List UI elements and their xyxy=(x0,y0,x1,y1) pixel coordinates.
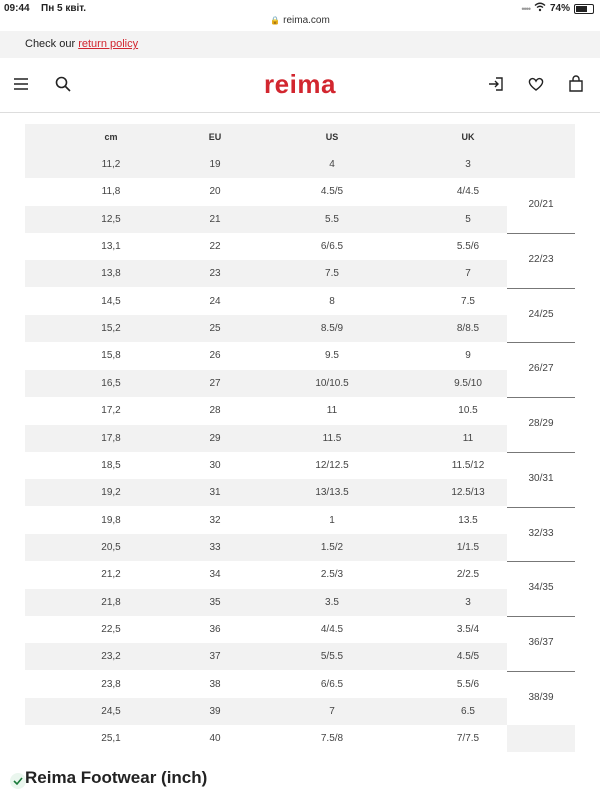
table-cell: 24 xyxy=(209,295,221,307)
table-cell: 7 xyxy=(329,706,335,717)
table-cell: 2/2.5 xyxy=(456,569,480,581)
table-cell: 9.5 xyxy=(325,350,339,362)
table-cell: 3 xyxy=(465,596,471,608)
battery-percent: 74% xyxy=(549,3,570,14)
heart-icon[interactable] xyxy=(524,72,548,96)
table-row xyxy=(25,534,507,561)
table-cell: 7.5 xyxy=(325,268,339,280)
table-cell: 16,5 xyxy=(101,377,121,389)
table-cell: 19 xyxy=(209,159,221,170)
table-cell: 19,2 xyxy=(101,487,121,499)
table-cell: 17,8 xyxy=(101,432,121,444)
reima-size-cell: 30/31 xyxy=(507,452,575,508)
reima-size-cell: 20/21 xyxy=(507,178,575,234)
table-cell: 3.5 xyxy=(325,596,339,608)
banner-prefix: Check our xyxy=(25,38,79,50)
table-cell: 11 xyxy=(326,405,338,417)
table-cell: 17,2 xyxy=(101,405,121,417)
table-row xyxy=(25,725,507,752)
table-cell: 10/10.5 xyxy=(315,377,349,389)
table-cell: 10.5 xyxy=(458,405,478,417)
table-cell: 13/13.5 xyxy=(315,487,349,499)
table-cell: 8.5/9 xyxy=(320,323,344,335)
table-row xyxy=(25,233,507,260)
table-cell: 11,2 xyxy=(101,159,121,170)
table-row xyxy=(25,151,507,178)
brand-logo[interactable]: reima xyxy=(264,69,336,99)
site-header xyxy=(0,58,600,113)
table-cell: 12.5/13 xyxy=(451,487,485,499)
bag-icon[interactable] xyxy=(564,72,588,96)
table-row xyxy=(25,425,507,452)
table-cell: 7.5/8 xyxy=(320,733,344,745)
table-cell: 39 xyxy=(209,706,221,717)
table-cell: 23,2 xyxy=(101,651,121,663)
table-cell: 37 xyxy=(209,651,221,663)
reima-size-cell: 38/39 xyxy=(507,671,575,727)
table-cell: 28 xyxy=(209,405,221,417)
table-row xyxy=(25,342,507,369)
table-cell: 27 xyxy=(209,377,221,389)
table-cell-empty xyxy=(507,725,575,752)
reima-size-cell: 34/35 xyxy=(507,561,575,617)
reima-size-cell: 26/27 xyxy=(507,342,575,398)
signal-icon: •••• xyxy=(521,3,530,14)
table-cell: 15,2 xyxy=(101,323,121,335)
table-cell: 1.5/2 xyxy=(320,541,344,553)
table-cell: 13,8 xyxy=(101,268,121,280)
table-row xyxy=(25,206,507,233)
table-cell: 11.5/12 xyxy=(451,459,485,471)
table-cell: 5.5 xyxy=(325,213,339,225)
table-cell: 7.5 xyxy=(461,295,475,307)
table-cell: 8 xyxy=(329,295,335,307)
address-bar[interactable] xyxy=(0,14,600,30)
table-cell: 34 xyxy=(209,569,221,581)
table-cell: 26 xyxy=(209,350,221,362)
return-policy-link[interactable]: return policy xyxy=(78,38,139,50)
table-row xyxy=(25,698,507,725)
table-cell: 5/5.5 xyxy=(320,651,344,663)
header-uk: UK xyxy=(461,132,475,142)
table-cell: 4/4.5 xyxy=(320,623,344,635)
table-cell: 15,8 xyxy=(101,350,121,362)
table-cell: 12/12.5 xyxy=(315,459,349,471)
table-cell: 13.5 xyxy=(458,514,478,526)
table-cell: 20,5 xyxy=(101,541,121,553)
table-row xyxy=(25,507,507,534)
table-cell: 3.5/4 xyxy=(456,623,480,635)
section-title: Reima Footwear (inch) xyxy=(25,768,208,787)
checkmark-icon xyxy=(10,773,26,789)
table-cell: 6/6.5 xyxy=(320,678,344,690)
table-cell: 29 xyxy=(209,432,221,444)
table-cell: 24,5 xyxy=(101,706,121,717)
promo-banner xyxy=(0,31,600,59)
reima-size-cell: 24/25 xyxy=(507,288,575,344)
reima-size-cell: 28/29 xyxy=(507,397,575,453)
table-cell: 5.5/6 xyxy=(456,678,480,690)
table-row xyxy=(25,589,507,616)
date: Пн 5 квіт. xyxy=(41,3,87,14)
table-cell: 18,5 xyxy=(101,459,121,471)
table-cell: 22 xyxy=(209,241,221,253)
table-cell: 5.5/6 xyxy=(456,241,480,253)
table-cell: 7 xyxy=(465,268,471,280)
table-cell: 40 xyxy=(209,733,221,745)
reima-size-cell: 36/37 xyxy=(507,616,575,672)
table-cell: 12,5 xyxy=(101,213,121,225)
table-cell: 23 xyxy=(209,268,221,280)
table-cell-empty xyxy=(507,151,575,178)
table-cell: 19,8 xyxy=(101,514,121,526)
table-row xyxy=(25,260,507,287)
clock: 09:44 xyxy=(4,3,30,14)
table-cell: 13,1 xyxy=(101,241,121,253)
table-cell: 4 xyxy=(329,159,335,170)
table-cell: 9.5/10 xyxy=(454,377,482,389)
battery-icon xyxy=(574,4,594,14)
table-cell: 25,1 xyxy=(101,733,121,745)
table-cell: 25 xyxy=(209,323,221,335)
table-cell: 38 xyxy=(209,678,221,690)
table-cell: 21,2 xyxy=(101,569,121,581)
table-row xyxy=(25,370,507,397)
login-icon[interactable] xyxy=(484,72,508,96)
table-cell: 11.5 xyxy=(322,432,342,444)
table-cell: 33 xyxy=(209,541,221,553)
table-cell: 2.5/3 xyxy=(320,569,344,581)
table-cell: 23,8 xyxy=(101,678,121,690)
header-eu: EU xyxy=(208,132,222,142)
table-cell: 36 xyxy=(209,623,221,635)
table-row xyxy=(25,479,507,506)
table-row xyxy=(25,178,507,205)
banner-text xyxy=(25,31,138,58)
table-header xyxy=(25,124,575,151)
table-cell: 6/6.5 xyxy=(320,241,344,253)
table-cell: 11,8 xyxy=(101,186,121,198)
table-cell: 4.5/5 xyxy=(320,186,344,198)
table-cell: 30 xyxy=(209,459,221,471)
table-cell: 14,5 xyxy=(101,295,121,307)
table-cell: 31 xyxy=(209,487,221,499)
table-cell: 7/7.5 xyxy=(456,733,480,745)
table-row xyxy=(25,643,507,670)
reima-size-cell: 22/23 xyxy=(507,233,575,289)
table-cell: 22,5 xyxy=(101,623,121,635)
table-row xyxy=(25,452,507,479)
table-row xyxy=(25,397,507,424)
table-cell: 21,8 xyxy=(101,596,121,608)
table-row xyxy=(25,561,507,588)
table-row xyxy=(25,671,507,698)
table-cell: 35 xyxy=(209,596,221,608)
table-cell: 20 xyxy=(209,186,221,198)
table-cell: 9 xyxy=(465,350,471,362)
table-cell: 5 xyxy=(465,213,471,225)
lock-icon: 🔒 xyxy=(270,16,281,25)
table-row xyxy=(25,315,507,342)
table-cell: 6.5 xyxy=(461,706,475,717)
table-cell: 8/8.5 xyxy=(456,323,480,335)
header-us: US xyxy=(325,132,339,142)
table-cell: 32 xyxy=(209,514,221,526)
table-cell: 1 xyxy=(329,514,335,526)
table-cell: 21 xyxy=(209,213,221,225)
table-cell: 4.5/5 xyxy=(456,651,480,663)
table-row xyxy=(25,288,507,315)
header-cm: cm xyxy=(104,132,118,142)
table-cell: 11 xyxy=(462,432,474,444)
table-cell: 4/4.5 xyxy=(456,186,480,198)
reima-size-cell: 32/33 xyxy=(507,507,575,563)
table-cell: 3 xyxy=(465,159,471,170)
table-row xyxy=(25,616,507,643)
table-cell: 1/1.5 xyxy=(456,541,480,553)
url-text: reima.com xyxy=(283,15,330,26)
